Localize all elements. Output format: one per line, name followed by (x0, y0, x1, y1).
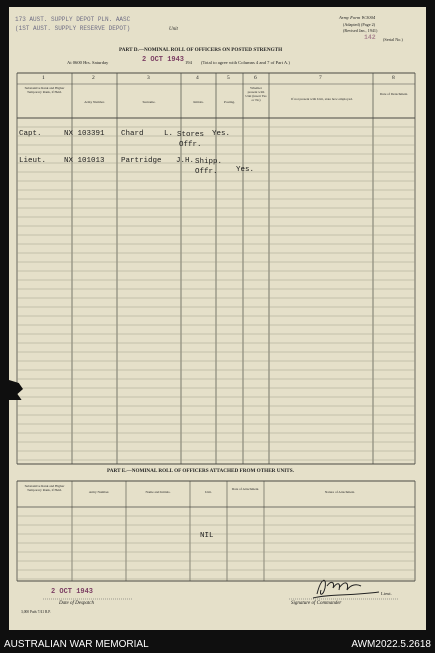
officer-present: Yes. (236, 166, 255, 174)
archive-footer (0, 636, 435, 653)
printer-note: 3,000 Pads 7/41 R.P. (21, 610, 51, 614)
archive-credit: AUSTRALIAN WAR MEMORIAL (4, 639, 149, 650)
col-number: 1 (42, 75, 45, 81)
col-header-attachment-nature: Nature of Attachment. (324, 490, 356, 494)
signature-underline (289, 598, 399, 600)
col-header-present: Whether present with Unit (insert Yes or No) (245, 86, 267, 102)
col-number: 3 (147, 75, 150, 81)
signature-rank: Lieut. (381, 591, 392, 596)
col-number: 5 (227, 75, 230, 81)
col-number: 7 (319, 75, 322, 81)
archive-accession-number: AWM2022.5.2618 (351, 639, 431, 650)
col-header-rank: Substantive Rank and Higher Temporary Rank, if Held. (24, 484, 65, 492)
officer-initials: L. (164, 130, 174, 138)
col-header-army-number: Army Number. (84, 100, 105, 104)
officer-present: Yes. (212, 130, 231, 138)
signature-label: Signature of Commander (291, 601, 342, 606)
despatch-date-label: Date of Despatch (59, 601, 94, 606)
officer-army-number: NX 103391 (64, 130, 105, 138)
col-number: 4 (196, 75, 199, 81)
unit-label: Unit (169, 27, 178, 32)
part-d-year: 194 (185, 60, 192, 65)
col-number: 2 (92, 75, 95, 81)
col-header-detachment-date: Date of Detachment. (379, 92, 409, 96)
col-header-initials: Initials. (193, 100, 204, 104)
commander-signature (309, 574, 389, 600)
col-header-rank: Substantive Rank and Higher Temporary Rank, if Held. (24, 86, 65, 94)
serial-stamp: 142 (364, 34, 376, 41)
part-d-at-label: At 0600 Hrs. Saturday (67, 60, 109, 65)
despatch-underline (43, 598, 133, 600)
form-sheet (9, 7, 426, 630)
col-header-attachment-date: Date of Attachment. (231, 487, 260, 491)
officer-rank: Capt. (19, 130, 42, 138)
officer-posting: Stores Offr. (177, 131, 205, 149)
col-header-unit: Unit. (205, 490, 212, 494)
col-header-surname: Surname. (142, 100, 156, 104)
form-adapted: (Adapted) (Page 2) (343, 22, 376, 27)
part-e-title: PART E.—NOMINAL ROLL OF OFFICERS ATTACHED FROM OTHER UNITS. (107, 468, 294, 474)
officer-rank: Lieut. (19, 157, 47, 165)
col-header-army-number: Army Number. (88, 490, 110, 494)
col-header-name-initials: Name and Initials. (145, 490, 171, 494)
part-d-title: PART D.—NOMINAL ROLL OF OFFICERS ON POSTED STRENGTH (119, 47, 283, 53)
officer-posting: Shipp. Offr. (195, 158, 223, 176)
col-number: 6 (254, 75, 257, 81)
col-number: 8 (392, 75, 395, 81)
officer-army-number: NX 101013 (64, 157, 105, 165)
unit-name-line1: 173 AUST. SUPPLY DEPOT PLN. AASC (15, 16, 131, 23)
form-id: Army Form W.3004 (339, 15, 376, 20)
col-header-posting: Posting. (223, 100, 236, 104)
part-d-date-stamp: 2 OCT 1943 (142, 56, 185, 64)
unit-name-line2: (1ST AUST. SUPPLY RESERVE DEPOT) (15, 25, 131, 32)
officer-initials: J.H. (176, 157, 195, 165)
part-d-agree-note: (Total to agree with Columns 4 and 7 of Part A.) (201, 60, 290, 65)
form-revised: (Revised Jan., 1941) (343, 28, 378, 33)
officer-surname: Partridge (121, 157, 162, 165)
despatch-date-stamp: 2 OCT 1943 (51, 588, 94, 596)
serial-label: (Serial No.) (383, 37, 403, 42)
officer-surname: Chard (121, 130, 144, 138)
part-e-nil-entry: NIL (200, 532, 214, 540)
col-header-employed: If not present with Unit, state how employed. (291, 97, 353, 101)
